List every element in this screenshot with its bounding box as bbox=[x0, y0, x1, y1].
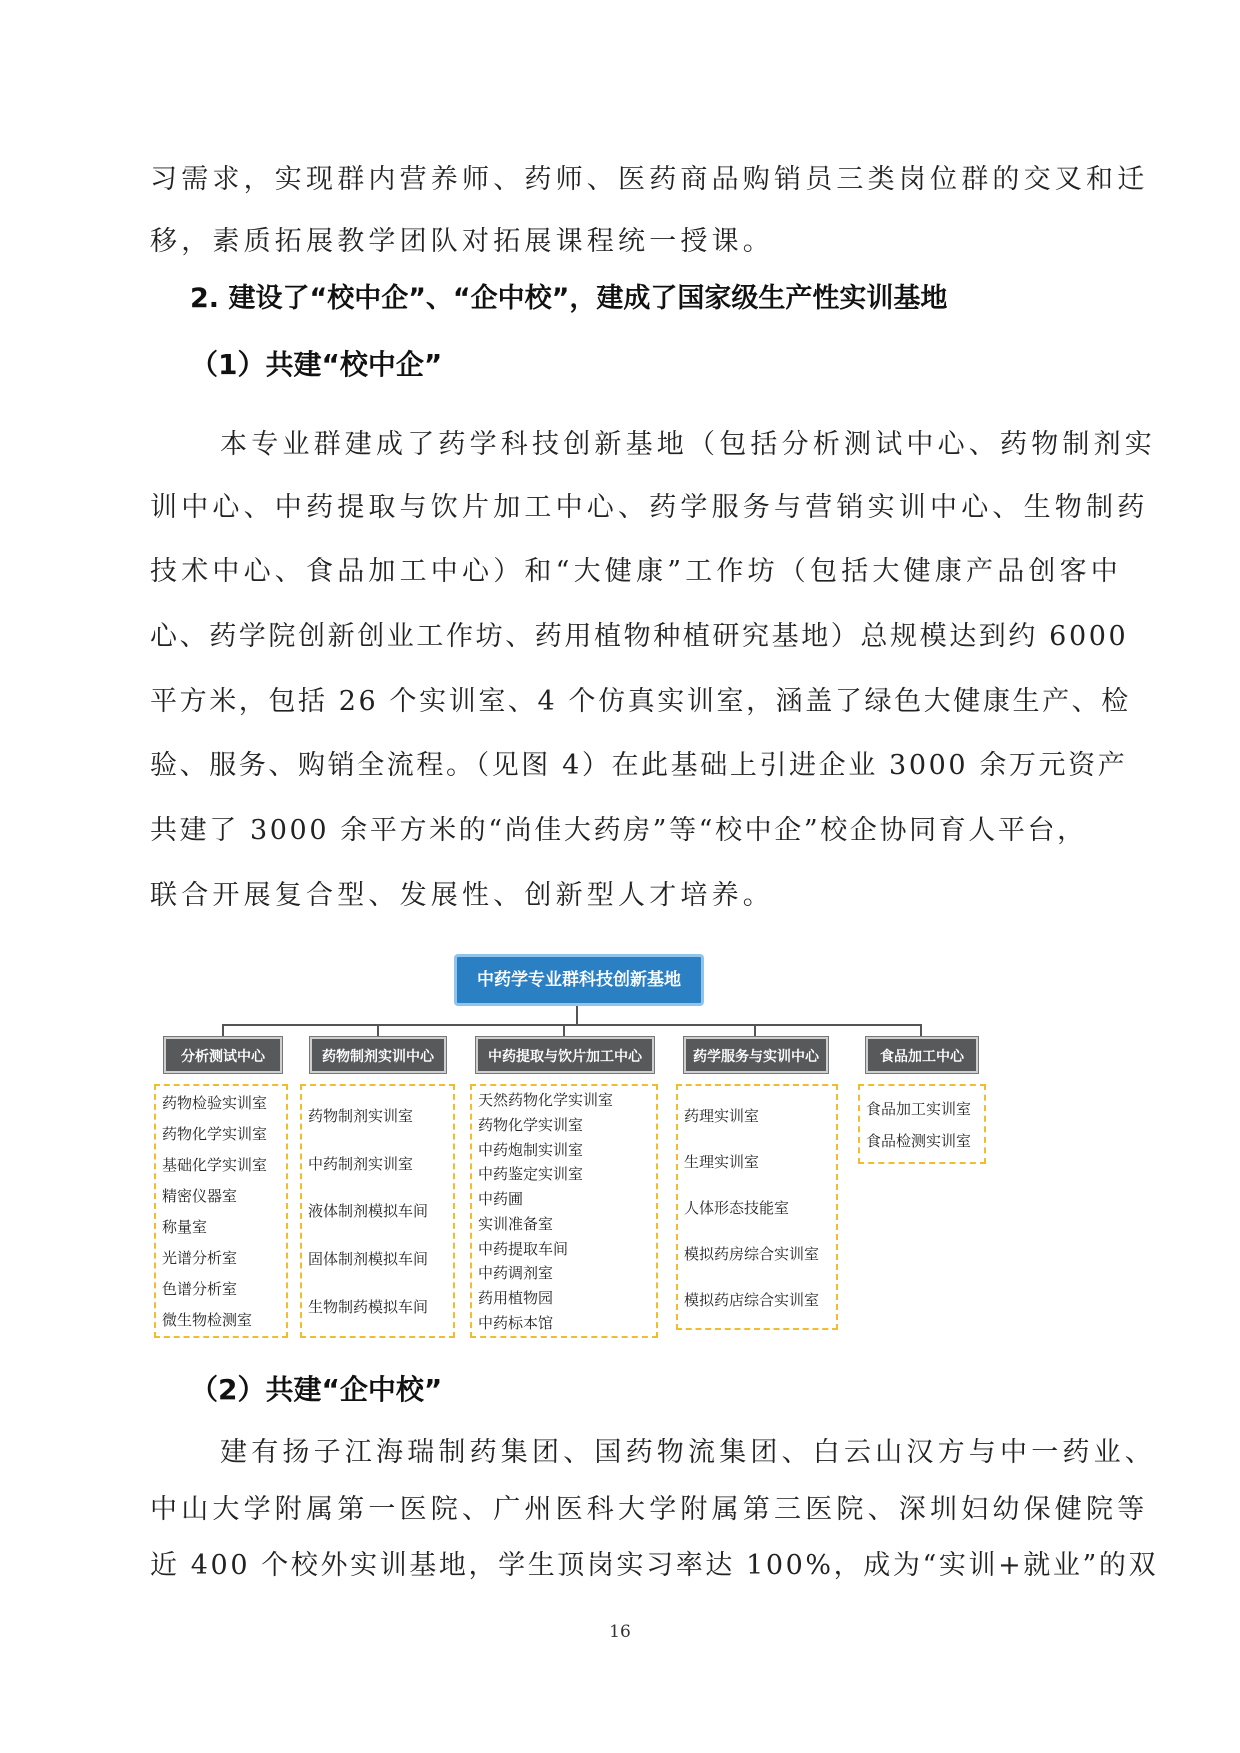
lab-item: 中药标本馆 bbox=[478, 1313, 554, 1332]
connector-line bbox=[920, 1024, 922, 1038]
body-line: 训中心、中药提取与饮片加工中心、药学服务与营销实训中心、生物制药 bbox=[150, 492, 1149, 523]
items-food-processing-center bbox=[858, 1084, 986, 1164]
connector-line bbox=[222, 1024, 224, 1038]
org-diagram bbox=[150, 950, 1000, 1350]
body-line: 移，素质拓展教学团队对拓展课程统一授课。 bbox=[150, 226, 774, 257]
lab-item: 食品加工实训室 bbox=[866, 1099, 972, 1118]
body-line: 中山大学附属第一医院、广州医科大学附属第三医院、深圳妇幼保健院等 bbox=[150, 1494, 1149, 1525]
items-pharmacy-service-center bbox=[676, 1084, 838, 1330]
body-line: 验、服务、购销全流程。（见图 4）在此基础上引进企业 3000 余万元资产 bbox=[150, 750, 1128, 781]
lab-item: 液体制剂模拟车间 bbox=[308, 1202, 429, 1221]
body-line: 平方米，包括 26 个实训室、4 个仿真实训室，涵盖了绿色大健康生产、检 bbox=[150, 686, 1131, 717]
lab-item: 模拟药房综合实训室 bbox=[684, 1244, 820, 1263]
lab-item: 中药调剂室 bbox=[478, 1264, 554, 1283]
lab-item: 生理实训室 bbox=[684, 1152, 760, 1171]
category-analysis-center: 分析测试中心 bbox=[164, 1037, 282, 1073]
subheading-enterprise-school: （2）共建“企中校” bbox=[190, 1373, 443, 1406]
lab-item: 中药鉴定实训室 bbox=[478, 1165, 584, 1184]
lab-item: 中药圃 bbox=[478, 1190, 524, 1209]
lab-item: 生物制药模拟车间 bbox=[308, 1297, 429, 1316]
body-line: 共建了 3000 余平方米的“尚佳大药房”等“校中企”校企协同育人平台， bbox=[150, 815, 1087, 846]
lab-item: 人体形态技能室 bbox=[684, 1198, 790, 1217]
category-extraction-center: 中药提取与饮片加工中心 bbox=[476, 1037, 654, 1073]
page-number: 16 bbox=[609, 1622, 631, 1642]
lab-item: 药物化学实训室 bbox=[162, 1125, 268, 1143]
lab-item: 药理实训室 bbox=[684, 1106, 760, 1125]
body-line: 心、药学院创新创业工作坊、药用植物种植研究基地）总规模达到约 6000 bbox=[150, 621, 1129, 652]
lab-item: 固体制剂模拟车间 bbox=[308, 1250, 429, 1269]
connector-line bbox=[576, 1006, 578, 1024]
lab-item: 药物制剂实训室 bbox=[308, 1107, 414, 1126]
body-line: 联合开展复合型、发展性、创新型人才培养。 bbox=[150, 880, 774, 911]
section-heading: 2. 建设了“校中企”、“企中校”，建成了国家级生产性实训基地 bbox=[190, 283, 948, 314]
connector-line bbox=[563, 1024, 565, 1038]
lab-item: 中药制剂实训室 bbox=[308, 1154, 414, 1173]
subheading-school-enterprise: （1）共建“校中企” bbox=[190, 348, 443, 381]
connector-line bbox=[377, 1024, 379, 1038]
lab-item: 光谱分析室 bbox=[162, 1249, 238, 1267]
lab-item: 实训准备室 bbox=[478, 1214, 554, 1233]
lab-item: 称量室 bbox=[162, 1218, 208, 1236]
category-formulation-center: 药物制剂实训中心 bbox=[310, 1037, 446, 1073]
lab-item: 天然药物化学实训室 bbox=[478, 1091, 614, 1109]
lab-item: 食品检测实训室 bbox=[866, 1131, 972, 1150]
body-line: 近 400 个校外实训基地，学生顶岗实习率达 100%，成为“实训+就业”的双 bbox=[150, 1550, 1159, 1581]
lab-item: 中药炮制实训室 bbox=[478, 1140, 584, 1159]
category-pharmacy-service-center: 药学服务与实训中心 bbox=[684, 1037, 828, 1073]
body-line: 技术中心、食品加工中心）和“大健康”工作坊（包括大健康产品创客中 bbox=[150, 556, 1123, 587]
diagram-root-node: 中药学专业群科技创新基地 bbox=[454, 954, 704, 1006]
connector-line bbox=[754, 1024, 756, 1038]
lab-item: 模拟药店综合实训室 bbox=[684, 1290, 820, 1309]
items-formulation-center bbox=[300, 1084, 455, 1338]
body-line: 建有扬子江海瑞制药集团、国药物流集团、白云山汉方与中一药业、 bbox=[220, 1437, 1156, 1468]
body-line: 本专业群建成了药学科技创新基地（包括分析测试中心、药物制剂实 bbox=[220, 429, 1156, 460]
lab-item: 药物检验实训室 bbox=[162, 1094, 268, 1112]
lab-item: 基础化学实训室 bbox=[162, 1156, 268, 1174]
items-analysis-center bbox=[154, 1084, 288, 1338]
connector-line bbox=[222, 1024, 920, 1026]
lab-item: 中药提取车间 bbox=[478, 1239, 569, 1258]
body-line: 习需求，实现群内营养师、药师、医药商品购销员三类岗位群的交叉和迁 bbox=[150, 164, 1149, 195]
lab-item: 色谱分析室 bbox=[162, 1280, 238, 1298]
items-extraction-center bbox=[470, 1084, 658, 1338]
category-food-processing-center: 食品加工中心 bbox=[866, 1037, 978, 1073]
lab-item: 微生物检测室 bbox=[162, 1311, 253, 1329]
lab-item: 药物化学实训室 bbox=[478, 1115, 584, 1134]
lab-item: 药用植物园 bbox=[478, 1289, 554, 1308]
lab-item: 精密仪器室 bbox=[162, 1187, 238, 1205]
